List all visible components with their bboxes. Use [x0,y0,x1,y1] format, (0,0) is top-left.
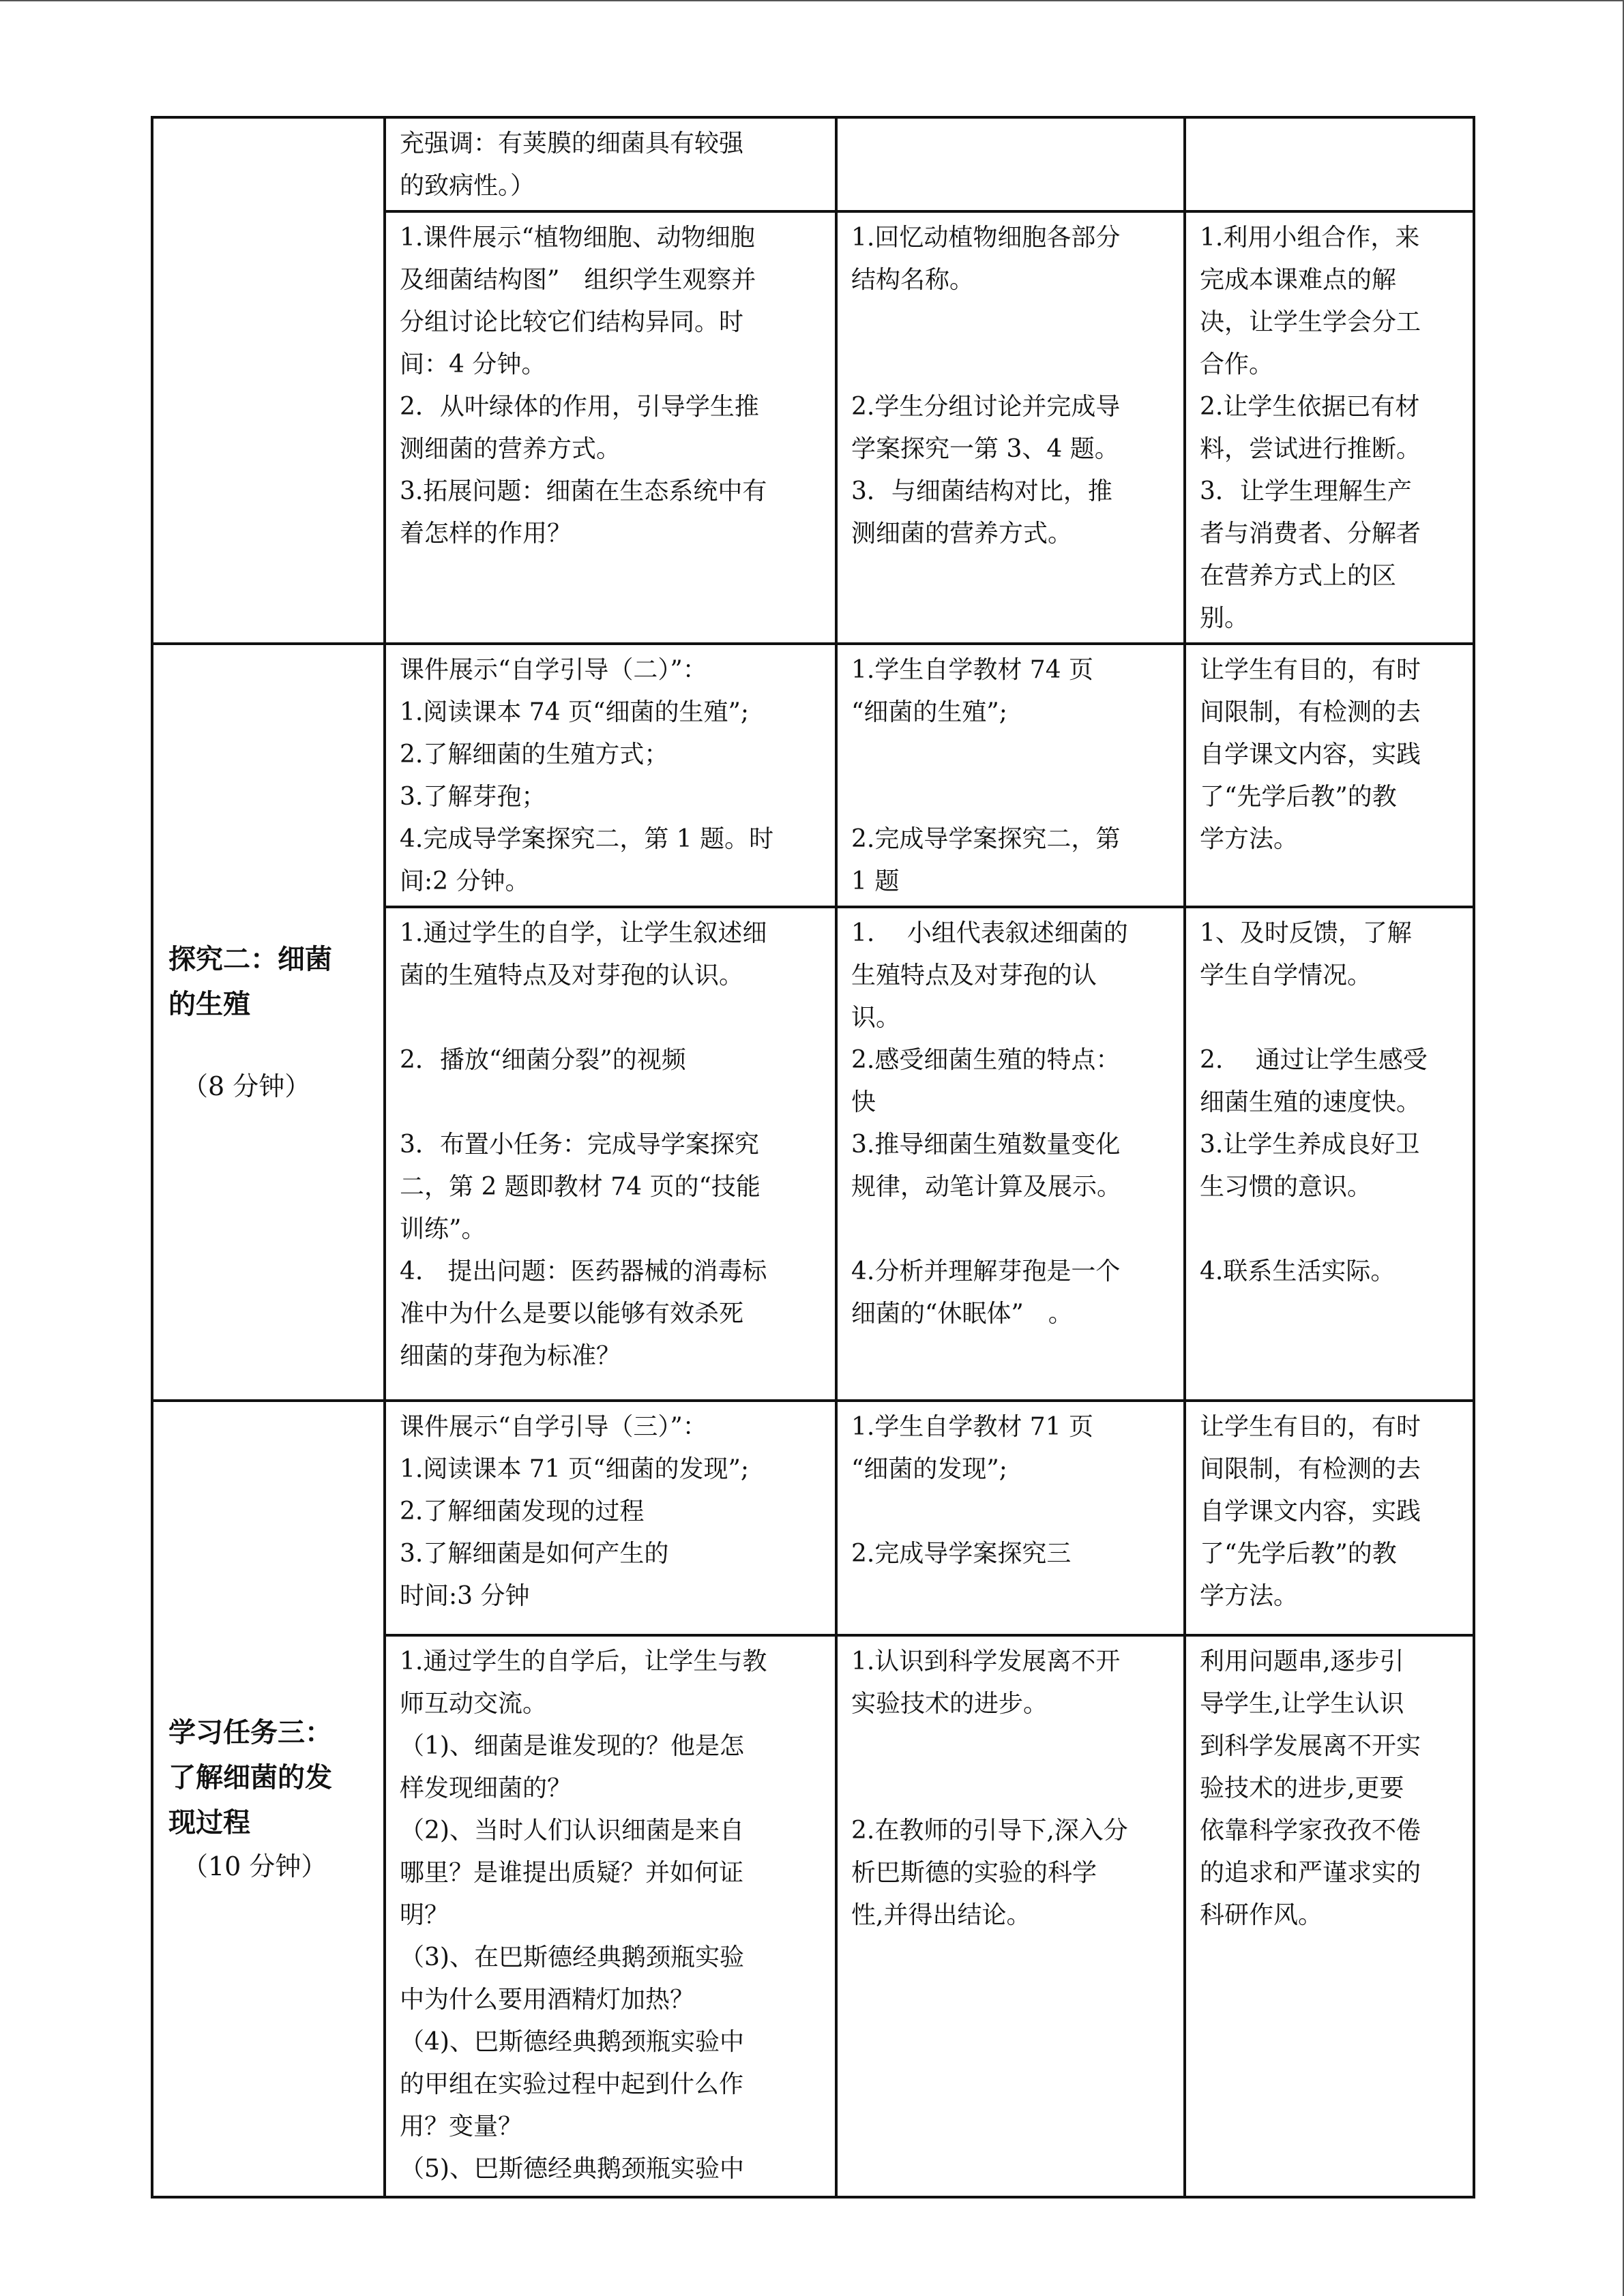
cell-text-line: 3．让学生理解生产 [1200,477,1412,505]
cell-text-line: 1.阅读课本 74 页“细菌的生殖”; [400,698,749,726]
cell-text-line: 实验技术的进步。 [851,1690,1048,1718]
cell-text-line: 2.了解细菌发现的过程 [400,1497,645,1525]
cell-text-line: 间:2 分钟。 [400,867,530,895]
cell-text-line: 2.完成导学案探究二，第 [851,825,1121,853]
cell-text-line: 间：4 分钟。 [400,351,546,378]
design-purpose-cell [1185,1401,1474,1635]
cell-text-line: 2.在教师的引导下,深入分 [851,1817,1128,1845]
cell-text-line: 2.完成导学案探究三 [851,1540,1072,1568]
stage-title-line: 现过程 [168,1807,250,1838]
cell-text-line: 到科学发展离不开实 [1200,1732,1421,1760]
cell-text-line: （1)、细菌是谁发现的？他是怎 [400,1732,744,1760]
cell-text-line: 4. 提出问题：医药器械的消毒标 [400,1257,767,1285]
cell-text-line: （5)、巴斯德经典鹅颈瓶实验中 [400,2155,744,2183]
teacher-activity-cell [385,644,836,907]
cell-text-line: 学方法。 [1200,825,1299,853]
cell-text-line: 规律，动笔计算及展示。 [851,1173,1122,1201]
cell-text-line: 别。 [1200,604,1250,632]
cell-text-line: 时间:3 分钟 [400,1582,530,1610]
cell-text-line: 析巴斯德的实验的科学 [851,1859,1097,1887]
student-activity-cell [836,1401,1185,1635]
cell-text-line: （2)、当时人们认识细菌是来自 [400,1817,744,1845]
cell-text-line: 者与消费者、分解者 [1200,520,1421,548]
cell-text-line: 间限制，有检测的去 [1200,698,1421,726]
cell-text-line: 生殖特点及对芽孢的认 [851,961,1097,989]
cell-text-line: 让学生有目的，有时 [1200,656,1421,684]
table-row [152,644,1474,907]
blank-line [851,301,1171,344]
blank-line [1200,1208,1460,1251]
cell-text-line: 科研作风。 [1200,1901,1323,1929]
cell-text-line: 了“先学后教”的教 [1200,783,1397,811]
table-row [152,117,1474,211]
cell-text-line: 性,并得出结论。 [851,1901,1031,1929]
cell-text-line: 4.联系生活实际。 [1200,1257,1396,1285]
cell-text-line: 课件展示“自学引导（二）”： [400,656,707,684]
stage-duration: （8 分钟） [182,1071,311,1101]
lesson-plan-body [152,117,1474,2197]
design-purpose-cell [1185,1635,1474,2197]
cell-text-line: 的甲组在实验过程中起到什么作 [400,2070,744,2098]
cell-text-line: 中为什么要用酒精灯加热？ [400,1986,695,2014]
cell-text-line: 3.了解芽孢； [400,783,546,811]
cell-text-line: 识。 [851,1004,901,1032]
cell-text-line: 3.让学生养成良好卫 [1200,1131,1420,1159]
blank-line [851,1491,1171,1533]
cell-text-line: 合作。 [1200,351,1274,378]
cell-text-line: 着怎样的作用？ [400,520,572,548]
cell-text-line: 细菌的“休眠体” 。 [851,1300,1073,1328]
cell-text-line: 的追求和严谨求实的 [1200,1859,1421,1887]
cell-text-line: 3．与细菌结构对比，推 [851,477,1112,505]
table-row [152,1401,1474,1635]
teacher-activity-cell [385,907,836,1401]
cell-text-line: 了“先学后教”的教 [1200,1540,1397,1568]
blank-line [851,1725,1171,1768]
cell-text-line: 学生自学情况。 [1200,961,1372,989]
blank-line [400,997,823,1039]
cell-text-line: 3.推导细菌生殖数量变化 [851,1131,1121,1159]
cell-text-line: 验技术的进步,更要 [1200,1774,1404,1802]
cell-text-line: 依靠科学家孜孜不倦 [1200,1817,1421,1845]
cell-text-line: 导学生,让学生认识 [1200,1690,1404,1718]
student-activity-cell [836,907,1185,1401]
cell-text-line: 学方法。 [1200,1582,1299,1610]
cell-text-line: 1.阅读课本 71 页“细菌的发现”; [400,1455,749,1483]
blank-line [851,344,1171,386]
student-activity-cell [836,211,1185,644]
design-purpose-cell [1185,644,1474,907]
cell-text-line: 3.拓展问题：细菌在生态系统中有 [400,477,767,505]
cell-text-line: “细菌的生殖”; [851,698,1007,726]
cell-text-line: 1.课件展示“植物细胞、动物细胞 [400,224,755,252]
cell-text-line: 4.分析并理解芽孢是一个 [851,1257,1121,1285]
blank-line [851,1208,1171,1251]
cell-text-line: （3)、在巴斯德经典鹅颈瓶实验 [400,1943,744,1971]
cell-text-line: 训练”。 [400,1215,486,1243]
cell-text-line: 1.学生自学教材 74 页 [851,656,1094,684]
cell-text-line: 用？变量？ [400,2113,523,2141]
cell-text-line: 哪里？是谁提出质疑？并如何证 [400,1859,744,1887]
stage-title-line: 学习任务三： [168,1717,332,1748]
teacher-activity-cell [385,1401,836,1635]
teacher-activity-cell [385,211,836,644]
cell-text-line: 的致病性。） [400,172,535,200]
cell-text-line: 2.了解细菌的生殖方式； [400,741,669,769]
cell-text-line: 分组讨论比较它们结构异同。时 [400,308,744,336]
cell-text-line: 结构名称。 [851,266,975,294]
cell-text-line: 4.完成导学案探究二，第 1 题。时 [400,825,774,853]
cell-text-line: 测细菌的营养方式。 [851,520,1073,548]
cell-text-line: 测细菌的营养方式。 [400,435,621,463]
cell-text-line: 1.通过学生的自学，让学生叙述细 [400,919,767,947]
cell-text-line: 1.学生自学教材 71 页 [851,1413,1094,1441]
cell-text-line: 及细菌结构图” 组织学生观察并 [400,266,756,294]
cell-text-line: 利用问题串,逐步引 [1200,1648,1404,1675]
stage-title-line: 了解细菌的发 [168,1762,332,1793]
cell-text-line: 细菌的芽孢为标准？ [400,1342,621,1370]
cell-text-line: 完成本课难点的解 [1200,266,1397,294]
stage-title-line: 探究二：细菌 [168,944,332,975]
stage-cell [152,1401,385,2197]
cell-text-line: 明？ [400,1901,449,1929]
cell-text-line: 1. 小组代表叙述细菌的 [851,919,1128,947]
cell-text-line: 让学生有目的，有时 [1200,1413,1421,1441]
cell-text-line: 细菌生殖的速度快。 [1200,1088,1421,1116]
cell-text-line: “细菌的发现”; [851,1455,1007,1483]
blank-line [400,1082,823,1124]
cell-text-line: 学案探究一第 3、4 题。 [851,435,1119,463]
cell-text-line: 二，第 2 题即教材 74 页的“技能 [400,1173,761,1201]
cell-text-line: 准中为什么是要以能够有效杀死 [400,1300,744,1328]
teacher-activity-cell [385,117,836,211]
cell-text-line: 1.利用小组合作，来 [1200,224,1420,252]
design-purpose-cell [1185,907,1474,1401]
student-activity-cell [836,117,1185,211]
cell-text-line: 1、及时反馈，了解 [1200,919,1412,947]
design-purpose-cell [1185,211,1474,644]
cell-text-line: 菌的生殖特点及对芽孢的认识。 [400,961,744,989]
cell-text-line: 充强调：有荚膜的细菌具有较强 [400,130,744,158]
stage-cell [152,644,385,1401]
blank-line [1200,997,1460,1039]
design-purpose-cell [1185,117,1474,211]
cell-text-line: 师互动交流。 [400,1690,548,1718]
lesson-plan-table [151,116,1475,2198]
cell-text-line: 3.了解细菌是如何产生的 [400,1540,669,1568]
cell-text-line: 1 题 [851,867,900,895]
cell-text-line: 在营养方式上的区 [1200,562,1397,590]
cell-text-line: 2．播放“细菌分裂”的视频 [400,1046,686,1074]
student-activity-cell [836,1635,1185,2197]
cell-text-line: 2．从叶绿体的作用，引导学生推 [400,393,759,421]
blank-line [851,776,1171,818]
cell-text-line: 2.感受细菌生殖的特点： [851,1046,1121,1074]
cell-text-line: （4)、巴斯德经典鹅颈瓶实验中 [400,2028,744,2056]
cell-text-line: 料，尝试进行推断。 [1200,435,1421,463]
stage-duration: （10 分钟） [182,1851,327,1881]
cell-text-line: 课件展示“自学引导（三）”： [400,1413,707,1441]
cell-text-line: 自学课文内容，实践 [1200,741,1421,769]
cell-text-line: 1.通过学生的自学后，让学生与教 [400,1648,767,1675]
student-activity-cell [836,644,1185,907]
cell-text-line: 决，让学生学会分工 [1200,308,1421,336]
cell-text-line: 间限制，有检测的去 [1200,1455,1421,1483]
stage-cell-empty [152,117,385,644]
cell-text-line: 样发现细菌的？ [400,1774,572,1802]
cell-text-line: 自学课文内容，实践 [1200,1497,1421,1525]
cell-text-line: 1.认识到科学发展离不开 [851,1648,1121,1675]
cell-text-line: 生习惯的意识。 [1200,1173,1372,1201]
cell-text-line: 2.让学生依据已有材 [1200,393,1420,421]
blank-line [851,734,1171,776]
stage-title-line: 的生殖 [168,989,250,1020]
cell-text-line: 2. 通过让学生感受 [1200,1046,1428,1074]
cell-text-line: 3．布置小任务：完成导学案探究 [400,1131,759,1159]
cell-text-line: 快 [851,1088,876,1116]
cell-text-line: 1.回忆动植物细胞各部分 [851,224,1121,252]
cell-text-line: 2.学生分组讨论并完成导 [851,393,1121,421]
blank-line [851,1768,1171,1810]
teacher-activity-cell [385,1635,836,2197]
